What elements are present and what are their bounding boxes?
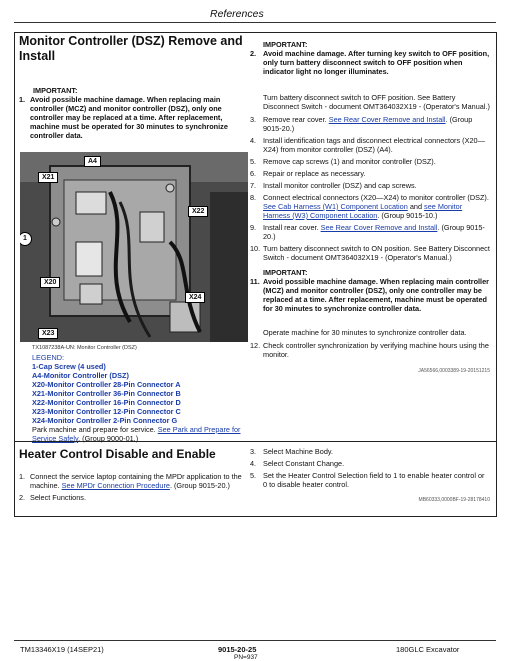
step-num: 11. — [250, 277, 260, 286]
step-9-content — [263, 223, 490, 241]
section2-step-1-content — [30, 472, 244, 490]
right-step-10 — [250, 244, 490, 262]
section1-reference: JA56566,0003389-19-20151215 — [418, 368, 490, 374]
legend-item: A4-Monitor Controller (DSZ) — [32, 371, 129, 380]
right-step-2 — [250, 49, 490, 76]
right-step-2-text: Avoid machine damage. After turning key switch to OFF position, only turn battery disconnect switch to OFF position when indicator light no longer illuminates. — [263, 49, 490, 76]
section2-right — [250, 447, 490, 505]
step-num: 4. — [250, 136, 257, 145]
step-7-text: Install monitor controller (DSZ) and cap screws. — [263, 181, 417, 190]
header-title: References — [210, 8, 264, 20]
section2-step-5-text: Set the Heater Control Selection field to 1 to enable heater control or 0 to disable heater control. — [263, 471, 485, 489]
left-column — [19, 34, 247, 143]
mpdr-connection-link[interactable]: See MPDr Connection Procedure — [61, 481, 170, 490]
step-5-text: Remove cap screws (1) and monitor controller (DSZ). — [263, 157, 436, 166]
step-8-content — [263, 193, 490, 220]
section2-step-3 — [250, 447, 490, 456]
step-8-group: . (Group 9015-10.) — [377, 211, 438, 220]
step-8-link-cab-harness[interactable]: See Cab Harness (W1) Component Location — [263, 202, 408, 211]
left-step-1-num: 1. — [19, 95, 26, 104]
callout-a4: A4 — [84, 156, 101, 167]
step-num: 12. — [250, 341, 261, 350]
footer-pn: PN=937 — [234, 654, 258, 661]
callout-1: 1 — [20, 232, 32, 246]
header-rule — [14, 22, 496, 23]
step-num: 9. — [250, 223, 257, 232]
callout-x24: X24 — [185, 292, 205, 303]
step-3-text: Remove rear cover. — [263, 115, 327, 124]
right-step-6 — [250, 169, 490, 178]
section2-step-4 — [250, 459, 490, 468]
photo-caption: TX1087238A-UN: Monitor Controller (DSZ) — [32, 345, 137, 351]
section2-step-5 — [250, 471, 490, 489]
right-step-12 — [250, 341, 490, 359]
right-step-5 — [250, 157, 490, 166]
right-step-9 — [250, 223, 490, 241]
step-9-text: Install rear cover. — [263, 223, 319, 232]
right-step-11 — [250, 277, 490, 313]
legend-item: X23-Monitor Controller 12-Pin Connector C — [32, 407, 181, 416]
step-8-and: and — [409, 202, 423, 211]
step-3-content — [263, 115, 490, 133]
right-step-4 — [250, 136, 490, 154]
park-group: . (Group 9000-01.) — [78, 434, 139, 443]
step-10-text: Turn battery disconnect switch to ON position. See Battery Disconnect Switch - document OMT364032X19 - (Operator's Manual.) — [263, 244, 490, 262]
footer-machine-name: 180GLC Excavator — [396, 645, 460, 654]
section2-title: Heater Control Disable and Enable — [19, 447, 216, 461]
section2-step-1-group: . (Group 9015-20.) — [169, 481, 230, 490]
legend-title: LEGEND: — [32, 353, 65, 362]
important-label: IMPORTANT: — [33, 86, 78, 95]
step-8-text: Connect electrical connectors (X20—X24) to monitor controller (DSZ). — [263, 193, 489, 202]
left-step-1 — [19, 95, 247, 140]
step-6-text: Repair or replace as necessary. — [263, 169, 366, 178]
step-num: 6. — [250, 169, 257, 178]
step-num: 2. — [19, 493, 26, 502]
right-step-3 — [250, 115, 490, 133]
operate-text: Operate machine for 30 minutes to synchronize controller data. — [263, 328, 467, 337]
step-8-link-monitor-harness[interactable]: see Monitor Harness (W3) Component Location — [263, 202, 463, 220]
legend-item: X22-Monitor Controller 16-Pin Connector D — [32, 398, 181, 407]
step-num: 10. — [250, 244, 261, 253]
section2-step-2 — [19, 493, 244, 502]
right-step-8 — [250, 193, 490, 220]
section2-step-1-text: Connect the service laptop containing the MPDr application to the machine. — [30, 472, 242, 490]
section2-left — [19, 447, 244, 505]
section1-title — [19, 34, 247, 64]
legend-item: 1-Cap Screw (4 used) — [32, 362, 106, 371]
section1-title-line1: Monitor Controller (DSZ) Remove and — [19, 34, 243, 48]
section1-title-line2: Install — [19, 49, 56, 63]
page-header — [0, 0, 510, 24]
park-text: Park machine and prepare for service. — [32, 425, 156, 434]
step-num: 5. — [250, 157, 257, 166]
step-num: 3. — [250, 447, 257, 456]
section2-step-1 — [19, 472, 244, 490]
footer-rule — [14, 640, 496, 641]
turn-off-text: Turn battery disconnect switch to OFF position. See Battery Disconnect Switch - document OMT364032X19 - (Operator's Manual.) — [263, 93, 490, 111]
legend-item: X20-Monitor Controller 28-Pin Connector A — [32, 380, 181, 389]
callout-x22: X22 — [188, 206, 208, 217]
step-3-link[interactable]: See Rear Cover Remove and Install — [328, 115, 446, 124]
important-label-2: IMPORTANT: — [263, 268, 308, 277]
step-num: 3. — [250, 115, 257, 124]
right-column — [250, 40, 490, 376]
step-9-link[interactable]: See Rear Cover Remove and Install — [320, 223, 438, 232]
callout-x20: X20 — [40, 277, 60, 288]
step-12-text: Check controller synchronization by verifying machine hours using the monitor. — [263, 341, 489, 359]
step-4-text: Install identification tags and disconnect electrical connectors (X20—X24) from monitor controller (DSZ) (A4). — [263, 136, 485, 154]
monitor-controller-photo — [20, 152, 248, 342]
callout-x23: X23 — [38, 328, 58, 339]
section2-step-2-text: Select Functions. — [30, 493, 86, 502]
legend-block — [32, 344, 250, 443]
right-step-2-num: 2. — [250, 49, 257, 58]
footer-doc-id: TM13346X19 (14SEP21) — [20, 645, 104, 654]
callout-x21: X21 — [38, 172, 58, 183]
footer-page-number: 9015-20-25 — [218, 645, 257, 654]
step-num: 7. — [250, 181, 257, 190]
legend-item: X21-Monitor Controller 36-Pin Connector B — [32, 389, 181, 398]
right-step-7 — [250, 181, 490, 190]
step-num: 8. — [250, 193, 257, 202]
right-important-label: IMPORTANT: — [263, 40, 308, 49]
section2-reference: MB60333,0000BF-19-28178410 — [418, 497, 490, 503]
step-3-group: . (Group 9015-20.) — [263, 115, 473, 133]
left-step-1-text: Avoid possible machine damage. When replacing main controller (MCZ) and monitor controller (DSZ), only one controller may be replaced at a time. After replacement, machine must be operated for 30 minutes to synchronize controller data. — [30, 95, 228, 140]
step-num: 5. — [250, 471, 257, 480]
step-num: 4. — [250, 459, 257, 468]
step-num: 1. — [19, 472, 26, 481]
legend-item: X24-Monitor Controller 2-Pin Connector G — [32, 416, 178, 425]
step-11-text: Avoid possible machine damage. When replacing main controller (MCZ) and monitor controller (DSZ), only one controller may be replaced at a time. After replacement, machine must be operated for 30 minutes to synchronize controller data. — [263, 277, 489, 313]
park-link[interactable]: See Park and Prepare for Service Safely — [32, 425, 241, 443]
section2-step-4-text: Select Constant Change. — [263, 459, 345, 468]
section2-step-3-text: Select Machine Body. — [263, 447, 334, 456]
step-9-group: . (Group 9015-20.) — [263, 223, 485, 241]
